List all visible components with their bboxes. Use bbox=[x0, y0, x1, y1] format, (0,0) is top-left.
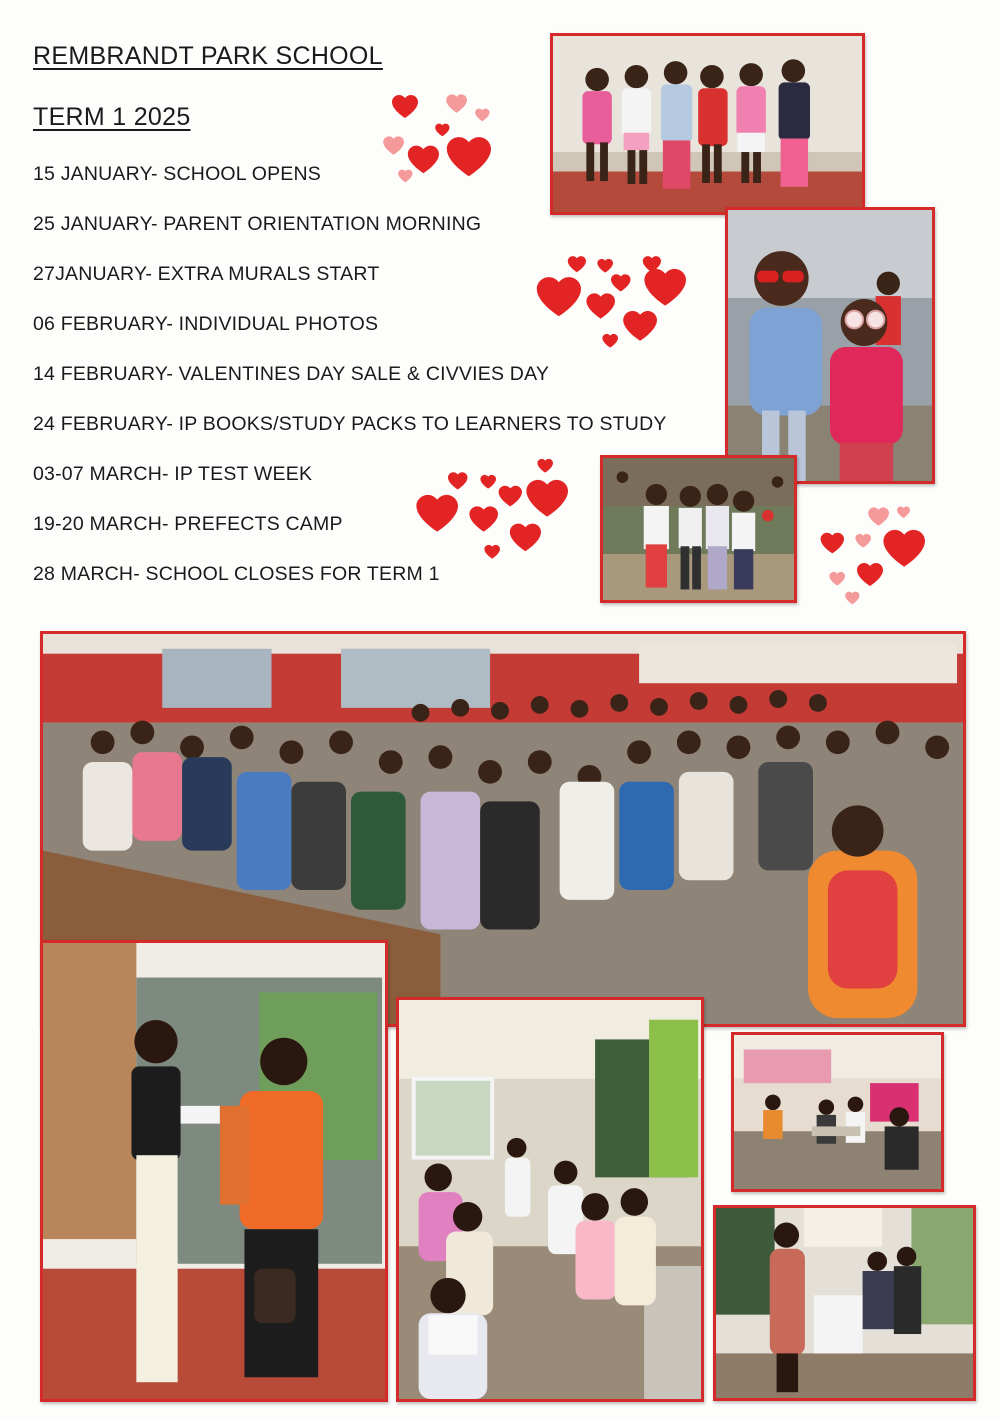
heart-icon bbox=[623, 311, 657, 341]
heart-icon bbox=[537, 277, 581, 316]
photo-girls-sunglasses bbox=[725, 207, 935, 484]
event-item: 15 JANUARY- SCHOOL OPENS bbox=[33, 163, 322, 185]
term-title: TERM 1 2025 bbox=[33, 103, 191, 131]
heart-icon bbox=[383, 136, 404, 154]
heart-icon bbox=[568, 256, 586, 272]
heart-icon bbox=[829, 572, 845, 586]
heart-icon bbox=[897, 507, 910, 518]
heart-icon bbox=[510, 524, 541, 552]
event-item: 25 JANUARY- PARENT ORIENTATION MORNING bbox=[33, 213, 482, 235]
event-item: 14 FEBRUARY- VALENTINES DAY SALE & CIVVIES DAY bbox=[33, 363, 550, 385]
heart-icon bbox=[855, 534, 871, 548]
school-name: REMBRANDT PARK SCHOOL bbox=[33, 42, 383, 70]
heart-icon bbox=[644, 269, 686, 306]
heart-icon bbox=[475, 109, 489, 122]
heart-cluster-4 bbox=[815, 500, 935, 610]
heart-icon bbox=[586, 293, 615, 318]
heart-icon bbox=[448, 472, 468, 489]
heart-icon bbox=[821, 533, 844, 554]
heart-icon bbox=[484, 545, 500, 559]
heart-icon bbox=[447, 137, 491, 176]
heart-icon bbox=[526, 480, 568, 517]
heart-icon bbox=[611, 274, 631, 291]
heart-cluster-2 bbox=[530, 252, 700, 362]
heart-icon bbox=[857, 563, 883, 586]
heart-icon bbox=[446, 94, 467, 112]
photo-teacher-classroom bbox=[713, 1205, 976, 1401]
heart-icon bbox=[845, 592, 859, 605]
heart-icon bbox=[602, 334, 618, 348]
heart-icon bbox=[416, 495, 458, 532]
heart-icon bbox=[398, 170, 412, 183]
heart-icon bbox=[597, 259, 613, 273]
heart-cluster-3 bbox=[410, 455, 585, 565]
heart-cluster-1 bbox=[378, 92, 508, 192]
heart-icon bbox=[480, 475, 496, 489]
heart-icon bbox=[868, 507, 889, 525]
heart-icon bbox=[392, 95, 418, 118]
heart-icon bbox=[537, 459, 553, 473]
event-item: 27JANUARY- EXTRA MURALS START bbox=[33, 263, 380, 285]
photo-classroom-parents bbox=[731, 1032, 944, 1192]
photo-children-valentines bbox=[550, 33, 865, 215]
event-item: 28 MARCH- SCHOOL CLOSES FOR TERM 1 bbox=[33, 563, 440, 585]
photo-children-outdoors bbox=[600, 455, 797, 603]
heart-icon bbox=[435, 124, 449, 137]
heart-icon bbox=[469, 506, 498, 531]
heart-icon bbox=[408, 146, 439, 174]
event-item: 24 FEBRUARY- IP BOOKS/STUDY PACKS TO LEARNERS TO STUDY bbox=[33, 413, 667, 435]
heart-icon bbox=[499, 486, 522, 507]
event-item: 03-07 MARCH- IP TEST WEEK bbox=[33, 463, 313, 485]
photo-staff-greeting-parent bbox=[40, 940, 388, 1402]
event-item: 06 FEBRUARY- INDIVIDUAL PHOTOS bbox=[33, 313, 379, 335]
photo-classroom-meeting bbox=[396, 997, 704, 1402]
heart-icon bbox=[883, 530, 925, 567]
event-item: 19-20 MARCH- PREFECTS CAMP bbox=[33, 513, 343, 535]
